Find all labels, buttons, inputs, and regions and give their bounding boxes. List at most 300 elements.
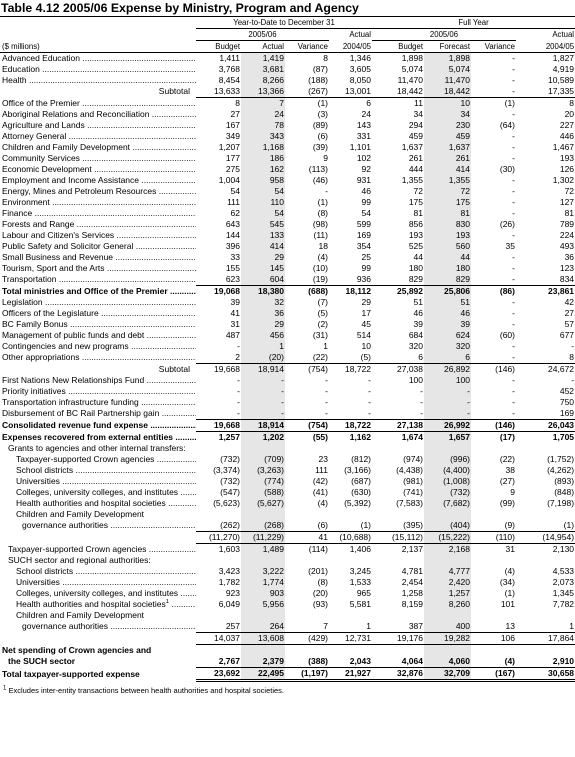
value-cell: - <box>325 386 328 396</box>
row-label <box>0 509 196 520</box>
value-cell: (268) <box>241 520 285 532</box>
value-cell: 1,674 <box>401 432 423 442</box>
value-cell: (20) <box>241 352 285 364</box>
value-cell <box>471 509 516 520</box>
table-title: Table 4.12 2005/06 Expense by Ministry, Program and Agency <box>0 0 575 17</box>
row-label-text: Economic Development <box>2 164 92 174</box>
row-label-text: Universities <box>16 577 60 587</box>
row-label-text: Subtotal <box>158 363 190 374</box>
row-label-text: Labour and Citizen's Services <box>2 230 115 240</box>
value-cell <box>471 555 516 566</box>
value-cell: 24 <box>361 109 371 119</box>
table-row <box>0 131 575 142</box>
value-cell: (2) <box>317 319 328 329</box>
value-cell: (64) <box>499 120 515 130</box>
table-row <box>0 397 575 408</box>
value-cell: 1,257 <box>424 588 471 599</box>
value-cell: 829 <box>424 274 471 286</box>
value-cell: 54 <box>241 186 285 197</box>
row-label <box>0 465 196 476</box>
footnote-mark: 1 <box>3 685 7 692</box>
table-row <box>0 120 575 131</box>
row-label <box>0 297 196 308</box>
row-label <box>0 286 196 298</box>
row-label <box>0 520 196 532</box>
value-cell: (1) <box>317 98 328 108</box>
value-cell: - <box>241 386 285 397</box>
value-cell: 1,827 <box>552 53 575 63</box>
value-cell: 8 <box>569 98 575 108</box>
value-cell: (1,008) <box>424 476 471 487</box>
value-cell: (27) <box>499 476 515 486</box>
value-cell: 51 <box>413 297 423 307</box>
value-cell: 789 <box>559 219 575 229</box>
row-label <box>0 175 196 186</box>
row-label-text: Expenses recovered from external entities <box>2 431 174 442</box>
value-cell: 18,722 <box>345 364 371 374</box>
value-cell: - <box>512 186 515 196</box>
table-row <box>0 544 575 556</box>
table-row <box>0 153 575 164</box>
value-cell: (893) <box>554 476 575 486</box>
value-cell: - <box>512 297 515 307</box>
table-row <box>0 297 575 308</box>
value-cell: 903 <box>241 588 285 599</box>
value-cell: (4,400) <box>424 465 471 476</box>
value-cell: 224 <box>559 230 575 240</box>
value-cell: 1,257 <box>218 432 240 442</box>
value-cell: 13,001 <box>329 86 372 98</box>
value-cell: 162 <box>241 164 285 175</box>
value-cell: 5,581 <box>349 599 371 609</box>
value-cell: 26,992 <box>424 420 471 432</box>
value-cell: (20) <box>312 588 328 598</box>
value-cell: 27,138 <box>372 420 424 432</box>
row-label <box>0 498 196 509</box>
value-cell: (167) <box>471 668 516 681</box>
table-row <box>0 375 575 386</box>
row-label-text: Colleges, university colleges, and institutes <box>16 588 179 598</box>
value-cell: 10,589 <box>548 75 575 85</box>
value-cell: - <box>571 375 575 385</box>
value-cell: 400 <box>424 621 471 633</box>
value-cell: - <box>241 375 285 386</box>
value-cell <box>196 509 241 520</box>
value-cell: 2,043 <box>329 656 372 668</box>
row-label <box>0 408 196 420</box>
value-cell: 3,222 <box>241 566 285 577</box>
table-row <box>0 645 575 657</box>
value-cell: 1,898 <box>401 53 423 63</box>
value-cell: (34) <box>499 577 515 587</box>
row-label <box>0 164 196 175</box>
value-cell: 143 <box>356 120 371 130</box>
value-cell <box>424 610 471 621</box>
value-cell <box>329 509 372 520</box>
value-cell: 261 <box>408 153 423 163</box>
value-cell: 7 <box>241 98 285 110</box>
value-cell: 17 <box>361 308 371 318</box>
value-cell: 62 <box>230 208 240 218</box>
value-cell: 829 <box>372 274 424 286</box>
table-row <box>0 487 575 498</box>
value-cell: 3,681 <box>241 64 285 75</box>
value-cell <box>329 645 372 657</box>
value-cell: (86) <box>499 286 515 296</box>
value-cell: (262) <box>196 520 241 532</box>
value-cell <box>516 610 575 621</box>
value-cell: 17,864 <box>516 633 575 645</box>
value-cell: 3,605 <box>349 64 371 74</box>
table-row <box>0 197 575 208</box>
value-cell: 30,658 <box>516 668 575 681</box>
value-cell: 493 <box>559 241 575 251</box>
row-label-text: Transportation <box>2 274 57 285</box>
value-cell: - <box>237 386 240 396</box>
value-cell: (4,262) <box>547 465 575 475</box>
table-row <box>0 208 575 219</box>
value-cell: - <box>512 142 515 152</box>
row-label-text: Aboriginal Relations and Reconciliation <box>2 109 150 119</box>
value-cell: - <box>325 397 328 407</box>
value-cell: 4,781 <box>401 566 423 576</box>
value-cell: (429) <box>285 633 329 645</box>
value-cell: 18,722 <box>329 420 372 432</box>
table-row <box>0 164 575 175</box>
value-cell <box>471 645 516 657</box>
value-cell: (113) <box>308 164 328 174</box>
value-cell: (146) <box>495 364 515 374</box>
value-cell: (6) <box>285 520 329 532</box>
value-cell: - <box>237 341 240 351</box>
value-cell: 46 <box>424 308 471 319</box>
value-cell: - <box>512 230 515 240</box>
value-cell: 9 <box>510 487 515 497</box>
value-cell: - <box>368 386 371 396</box>
value-cell: 257 <box>196 621 241 633</box>
value-cell: (11,229) <box>241 532 285 544</box>
value-cell <box>372 443 424 454</box>
value-cell: 24,672 <box>548 364 575 374</box>
value-cell: - <box>424 386 471 397</box>
row-label-text: School districts <box>16 566 74 576</box>
table-row <box>0 520 575 532</box>
value-cell <box>424 555 471 566</box>
value-cell <box>424 443 471 454</box>
value-cell: (3,374) <box>213 465 240 475</box>
value-cell: 320 <box>424 341 471 352</box>
value-cell: (4) <box>471 656 516 668</box>
value-cell: (732) <box>220 476 240 486</box>
value-cell: - <box>512 131 515 141</box>
table-row <box>0 498 575 509</box>
row-label <box>0 230 196 241</box>
value-cell: 545 <box>241 219 285 230</box>
value-cell: 264 <box>241 621 285 633</box>
row-label <box>0 397 196 408</box>
value-cell: 560 <box>424 241 471 252</box>
value-cell: 11,470 <box>424 75 471 86</box>
col-2004-05-fy: 2004/05 <box>516 41 575 53</box>
value-cell: 6,049 <box>218 599 240 609</box>
value-cell: 144 <box>225 230 240 240</box>
value-cell: 1,637 <box>424 142 471 153</box>
value-cell: (732) <box>424 487 471 498</box>
value-cell: (5) <box>329 352 372 364</box>
value-cell: 175 <box>424 197 471 208</box>
value-cell: 331 <box>356 131 371 141</box>
value-cell: 1,302 <box>552 175 575 185</box>
value-cell: (754) <box>285 420 329 432</box>
value-cell: - <box>420 397 423 407</box>
value-cell: 193 <box>408 230 423 240</box>
row-label <box>0 53 196 65</box>
value-cell: (7,583) <box>396 498 423 508</box>
row-label <box>0 645 196 657</box>
row-label-text: Legislation <box>2 297 43 307</box>
value-cell: (8) <box>317 208 328 218</box>
value-cell: (1,197) <box>285 668 329 681</box>
value-cell <box>471 610 516 621</box>
value-cell: (688) <box>308 286 328 296</box>
value-cell: 525 <box>408 241 423 251</box>
value-cell: 1,355 <box>401 175 423 185</box>
value-cell: (388) <box>285 656 329 668</box>
value-cell: 1,101 <box>349 142 371 152</box>
value-cell: - <box>512 64 515 74</box>
value-cell: 155 <box>225 263 240 273</box>
row-label-text: Children and Family Development <box>16 610 145 620</box>
row-label-text: Advanced Education <box>2 53 80 63</box>
value-cell: 624 <box>424 330 471 341</box>
row-label <box>0 375 196 386</box>
value-cell: 42 <box>564 297 575 307</box>
table-row <box>0 566 575 577</box>
value-cell <box>372 645 424 657</box>
value-cell: (114) <box>308 544 328 554</box>
row-label <box>0 252 196 263</box>
table-row <box>0 75 575 86</box>
value-cell: 1,782 <box>218 577 240 587</box>
value-cell: 459 <box>424 131 471 142</box>
table-row <box>0 668 575 681</box>
value-cell: (709) <box>241 454 285 465</box>
value-cell: 72 <box>413 186 423 196</box>
row-label-text: School districts <box>16 465 74 475</box>
value-cell: 1,774 <box>241 577 285 588</box>
value-cell <box>329 610 372 621</box>
value-cell: (5) <box>317 308 328 318</box>
value-cell: 18,112 <box>345 286 371 296</box>
value-cell: 459 <box>408 131 423 141</box>
value-cell <box>516 645 575 657</box>
value-cell: - <box>329 408 372 420</box>
value-cell: - <box>237 397 240 407</box>
expense-table <box>0 17 575 682</box>
value-cell: 32,709 <box>424 668 471 681</box>
row-label-text: First Nations New Relationships Fund <box>2 375 145 385</box>
value-cell: (395) <box>372 520 424 532</box>
table-row <box>0 599 575 610</box>
value-cell: (15,222) <box>424 532 471 544</box>
value-cell: 514 <box>356 330 371 340</box>
row-label-text: BC Family Bonus <box>2 319 68 329</box>
row-label <box>0 263 196 274</box>
value-cell: 23,861 <box>548 286 575 296</box>
row-label-text: Small Business and Revenue <box>2 252 114 262</box>
value-cell: 1,898 <box>424 53 471 65</box>
table-row <box>0 588 575 599</box>
value-cell: 169 <box>356 230 371 240</box>
col-budget: Budget <box>196 41 241 53</box>
value-cell: 34 <box>413 109 423 119</box>
value-cell: 643 <box>225 219 240 229</box>
value-cell: 145 <box>241 263 285 274</box>
value-cell: 487 <box>225 330 240 340</box>
value-cell: 25 <box>361 252 371 262</box>
value-cell: (31) <box>312 330 328 340</box>
value-cell <box>329 555 372 566</box>
value-cell: 21,927 <box>329 668 372 681</box>
value-cell: 1,705 <box>552 432 575 442</box>
value-cell: (547) <box>220 487 240 497</box>
value-cell: 604 <box>241 274 285 286</box>
table-row <box>0 465 575 476</box>
value-cell <box>285 509 329 520</box>
value-cell: 18,442 <box>424 86 471 98</box>
ytd-year-header: 2005/06 <box>196 29 329 41</box>
value-cell: 126 <box>559 164 575 174</box>
value-cell: 24 <box>241 109 285 120</box>
value-cell: - <box>512 252 515 262</box>
row-label <box>0 420 196 432</box>
value-cell: 1,406 <box>349 544 371 554</box>
value-cell: (46) <box>312 175 328 185</box>
value-cell: 180 <box>408 263 423 273</box>
value-cell: 8,260 <box>424 599 471 610</box>
value-cell: 396 <box>225 241 240 251</box>
row-label <box>0 86 196 98</box>
value-cell: 1,657 <box>424 432 471 444</box>
fy-actual-label: Actual <box>552 30 575 40</box>
value-cell: 10 <box>361 341 371 351</box>
value-cell: (99) <box>499 498 515 508</box>
value-cell: 111 <box>227 197 240 207</box>
table-row <box>0 109 575 120</box>
value-cell: 446 <box>559 131 575 141</box>
value-cell: 1,345 <box>552 588 575 598</box>
value-cell: 227 <box>559 120 575 130</box>
table-row <box>0 443 575 454</box>
value-cell: (1) <box>504 588 515 598</box>
value-cell: (7,682) <box>424 498 471 509</box>
value-cell: 444 <box>408 164 423 174</box>
value-cell: (10) <box>312 263 328 273</box>
row-label <box>0 621 196 633</box>
row-label <box>0 208 196 219</box>
value-cell <box>241 645 285 657</box>
value-cell: - <box>471 274 516 286</box>
value-cell: 81 <box>564 208 575 218</box>
value-cell: 387 <box>372 621 424 633</box>
value-cell: - <box>512 319 515 329</box>
value-cell: - <box>512 375 515 385</box>
value-cell: (588) <box>241 487 285 498</box>
value-cell: 9 <box>323 153 328 163</box>
row-label-text: Other appropriations <box>2 352 80 363</box>
table-row <box>0 532 575 544</box>
value-cell: 452 <box>559 386 575 396</box>
value-cell: 1,004 <box>218 175 240 185</box>
value-cell: 856 <box>408 219 423 229</box>
value-cell: 1,355 <box>424 175 471 186</box>
row-label <box>0 219 196 230</box>
value-cell: 72 <box>424 186 471 197</box>
value-cell: (1) <box>516 520 575 532</box>
value-cell: 44 <box>413 252 423 262</box>
row-label-text: Taxpayer-supported Crown agencies <box>16 454 155 464</box>
table-row <box>0 319 575 330</box>
value-cell: 167 <box>225 120 240 130</box>
value-cell <box>424 509 471 520</box>
value-cell: 349 <box>225 131 240 141</box>
value-cell <box>241 509 285 520</box>
value-cell: - <box>372 408 424 420</box>
value-cell: 133 <box>241 230 285 241</box>
value-cell: 186 <box>241 153 285 164</box>
table-row <box>0 352 575 364</box>
value-cell: (15,112) <box>372 532 424 544</box>
value-cell: 100 <box>424 375 471 386</box>
row-label <box>0 120 196 131</box>
row-label <box>0 341 196 352</box>
full-year-header: Full Year <box>372 17 575 29</box>
row-label-text: Agriculture and Lands <box>2 120 85 130</box>
value-cell: - <box>325 375 328 385</box>
value-cell: 31 <box>505 544 515 554</box>
value-cell: 36 <box>564 252 575 262</box>
value-cell <box>241 443 285 454</box>
row-label-text: the SUCH sector <box>8 656 76 667</box>
value-cell: 4,064 <box>372 656 424 668</box>
row-label <box>0 197 196 208</box>
value-cell: 180 <box>424 263 471 274</box>
value-cell: 830 <box>424 219 471 230</box>
row-label <box>0 633 196 645</box>
value-cell: - <box>237 375 240 385</box>
value-cell: (93) <box>312 599 328 609</box>
row-label <box>0 668 196 681</box>
row-label <box>0 319 196 330</box>
value-cell: (17) <box>499 432 515 442</box>
value-cell: (26) <box>499 219 515 229</box>
value-cell: - <box>512 386 515 396</box>
value-cell <box>424 645 471 657</box>
value-cell: 8,159 <box>401 599 423 609</box>
value-cell: 2 <box>196 352 241 364</box>
value-cell: 599 <box>356 219 371 229</box>
value-cell: - <box>471 352 516 364</box>
table-row <box>0 633 575 645</box>
value-cell: - <box>471 86 516 98</box>
value-cell: 18,442 <box>372 86 424 98</box>
value-cell: 45 <box>361 319 371 329</box>
row-label-text: Disbursement of BC Rail Partnership gain <box>2 408 160 419</box>
row-label-text: Attorney General <box>2 131 67 141</box>
value-cell: 19,668 <box>214 364 240 374</box>
value-cell: 8 <box>516 352 575 364</box>
value-cell: (5,392) <box>344 498 371 508</box>
